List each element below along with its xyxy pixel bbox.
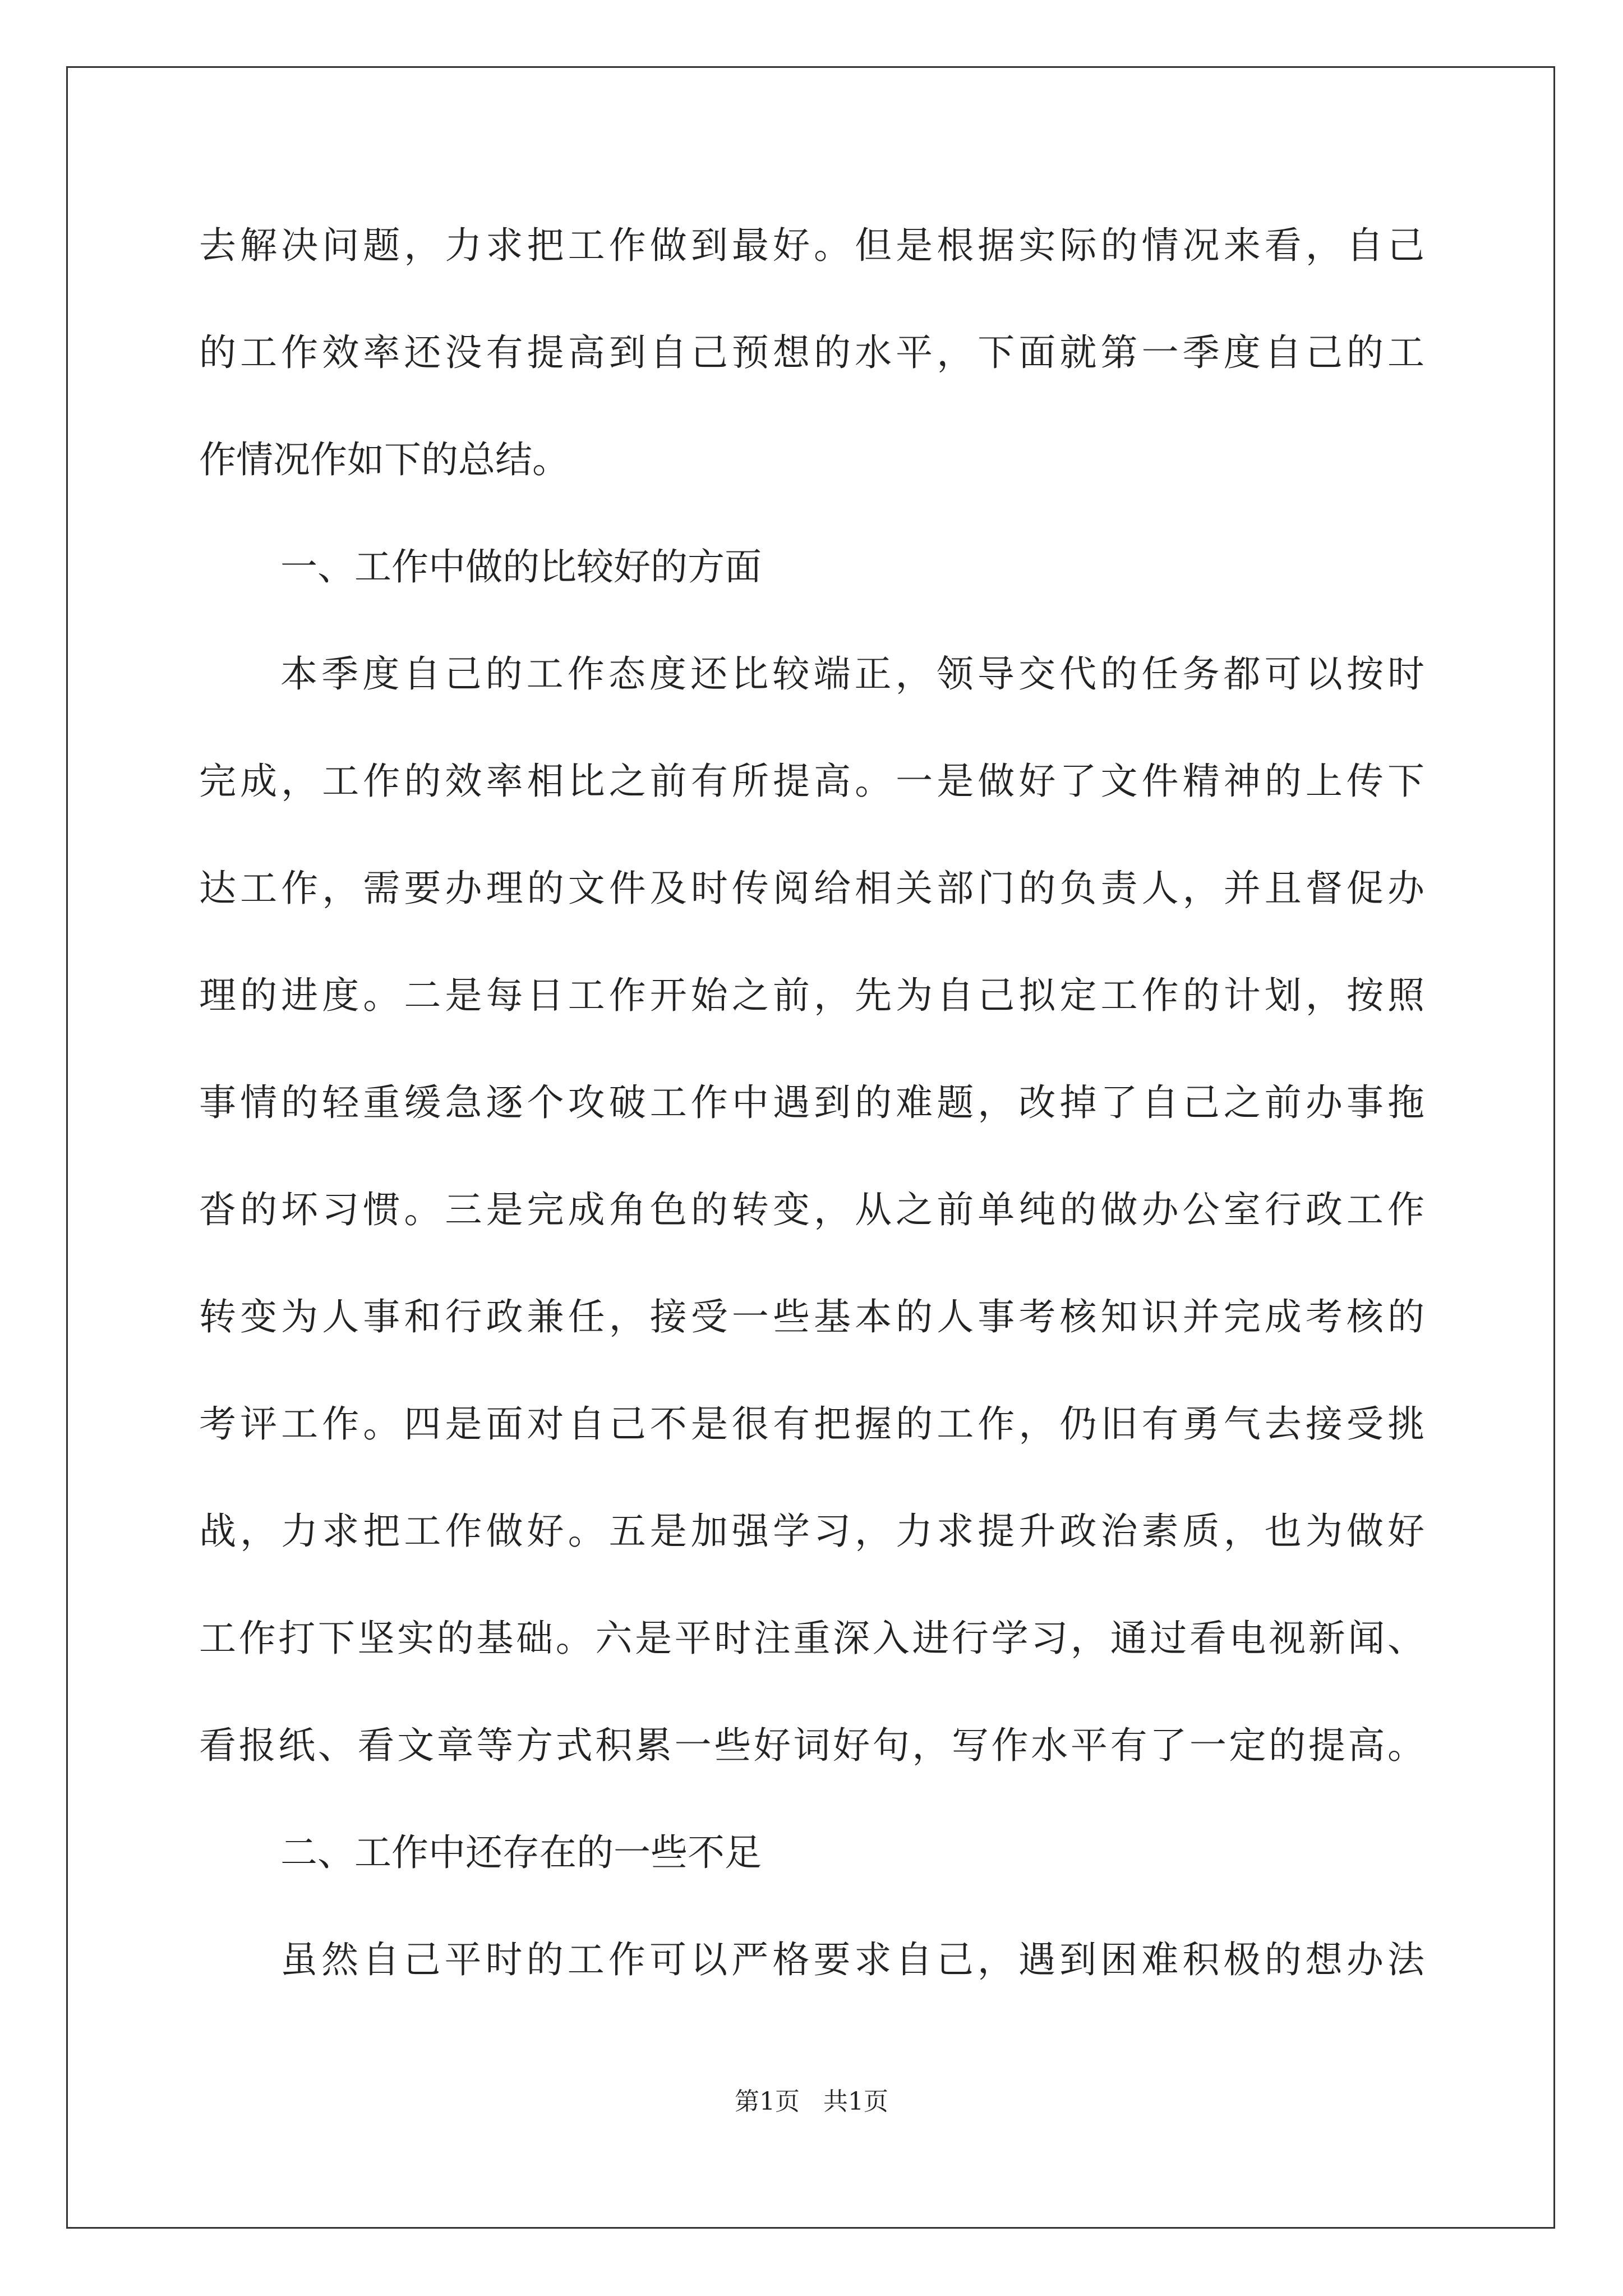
body-text-line: 工作打下坚实的基础。六是平时注重深入进行学习，通过看电视新闻、: [199, 1617, 1424, 1660]
body-text-line: 的工作效率还没有提高到自己预想的水平，下面就第一季度自己的工: [199, 331, 1424, 374]
body-text-line: 战，力求把工作做好。五是加强学习，力求提升政治素质，也为做好: [199, 1510, 1424, 1553]
body-text-line: 转变为人事和行政兼任，接受一些基本的人事考核知识并完成考核的: [199, 1295, 1424, 1338]
body-text-line: 考评工作。四是面对自己不是很有把握的工作，仍旧有勇气去接受挑: [199, 1402, 1424, 1446]
section-heading: 一、工作中做的比较好的方面: [280, 545, 762, 588]
body-text-line: 完成，工作的效率相比之前有所提高。一是做好了文件精神的上传下: [199, 760, 1424, 803]
body-text-line: 理的进度。二是每日工作开始之前，先为自己拟定工作的计划，按照: [199, 974, 1424, 1017]
page-border: [66, 66, 1555, 2229]
body-text-line: 看报纸、看文章等方式积累一些好词好句，写作水平有了一定的提高。: [199, 1724, 1424, 1767]
body-text-line: 达工作，需要办理的文件及时传阅给相关部门的负责人，并且督促办: [199, 867, 1424, 910]
body-text-line: 本季度自己的工作态度还比较端正，领导交代的任务都可以按时: [280, 652, 1424, 696]
body-text-line: 去解决问题，力求把工作做到最好。但是根据实际的情况来看，自己: [199, 224, 1424, 267]
body-text-line: 沓的坏习惯。三是完成角色的转变，从之前单纯的做办公室行政工作: [199, 1188, 1424, 1231]
body-text-line: 事情的轻重缓急逐个攻破工作中遇到的难题，改掉了自己之前办事拖: [199, 1081, 1424, 1124]
body-text-line: 作情况作如下的总结。: [199, 438, 569, 481]
body-text-line: 虽然自己平时的工作可以严格要求自己，遇到困难积极的想办法: [280, 1938, 1424, 1981]
section-heading: 二、工作中还存在的一些不足: [280, 1831, 762, 1874]
page-footer: 第1页 共1页: [735, 2087, 888, 2116]
